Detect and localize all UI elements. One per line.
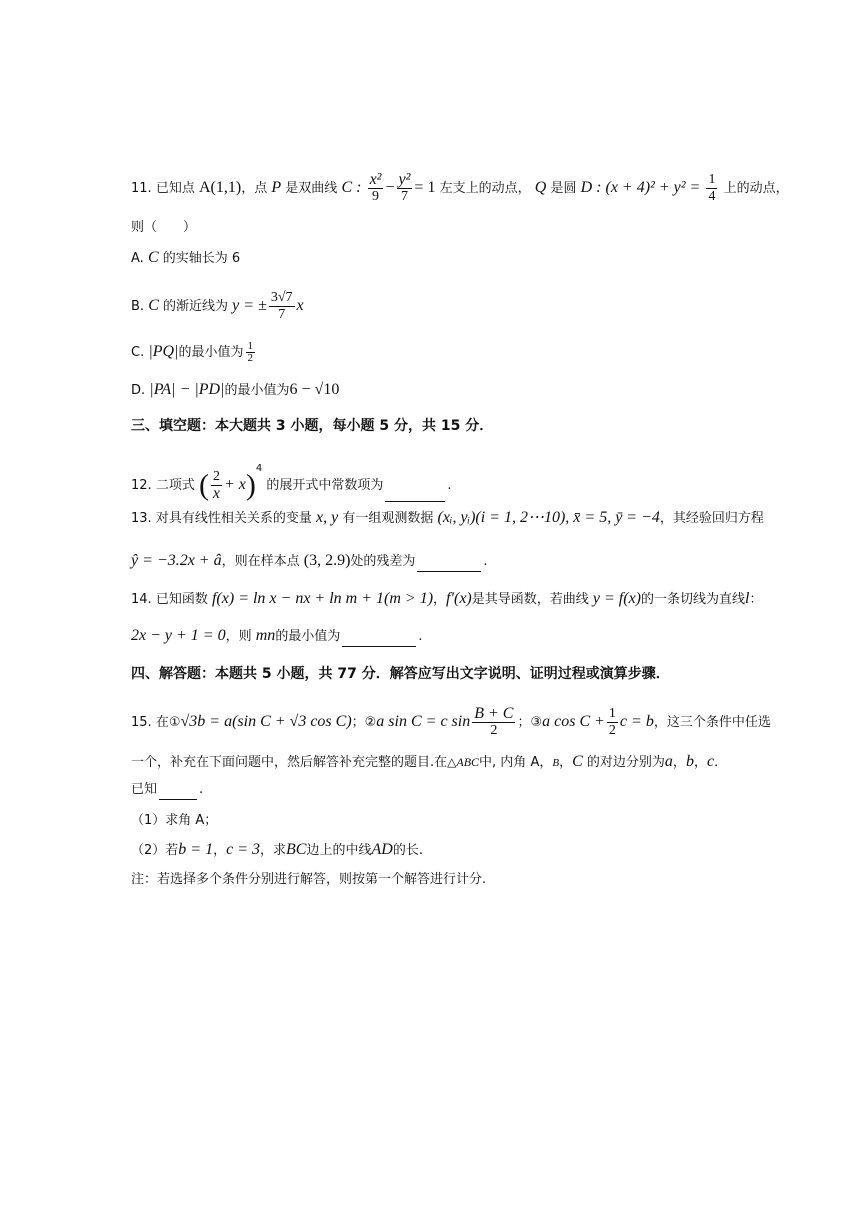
q14-line2: 2x − y + 1 = 0，则 mn的最小值为 . <box>131 626 422 647</box>
section-4-heading: 四、解答题：本题共 5 小题，共 77 分．解答应写出文字说明、证明过程或演算步骤． <box>131 666 670 682</box>
q12-answer-blank <box>385 501 445 502</box>
q15-note: 注：若选择多个条件分别进行解答，则按第一个解答进行计分. <box>131 872 487 887</box>
frac-x2-9: $\frac{\text{x²}}{9}$ <box>369 171 382 204</box>
section-3-heading: 三、填空题：本大题共 3 小题，每小题 5 分，共 15 分． <box>131 418 494 434</box>
q12: 12. 二项式 ( $\frac{2}{x}$ + x)$^4$ 的展开式中常数项为 . <box>131 463 452 502</box>
q15-sub1: （1）求角 A； <box>131 813 218 828</box>
q11-option-a: A. C 的实轴长为 6 <box>131 249 241 266</box>
frac-y2-7: $\frac{\text{y²}}{7}$ <box>398 171 411 204</box>
frac-1-4: $\frac{1}{4}$ <box>708 172 716 204</box>
q11-number: 11. <box>131 181 152 196</box>
q11-option-b: B. C 的渐近线为 y = ± $\frac{3√7}{7}$ x <box>131 290 304 322</box>
point-a: A(1,1) <box>198 179 242 196</box>
circle-d: D : (x + 4)² + y² = <box>580 179 701 196</box>
q15-line2: 一个，补充在下面问题中，然后解答补充完整的题目.在△ABC中, 内角 A，B，C 的对边分别为a，b，c． <box>131 753 728 770</box>
q13-answer-blank <box>417 571 481 572</box>
q13-line2: ŷ = −3.2x + â，则在样本点 (3, 2.9)处的残差为 . <box>131 551 488 572</box>
curve-c: C : <box>341 179 362 196</box>
q11-option-d: D. |PA| − |PD|的最小值为6 − √10 <box>131 381 340 398</box>
q11-stem-cont: 则（ ） <box>131 220 197 235</box>
q15-sub2: （2）若b = 1，c = 3，求BC边上的中线AD的长. <box>131 841 423 858</box>
q15-line1: 15. 在①√3b = a(sin C + √3 cos C)；②a sin C = c sin $\frac{B + C}{2}$ ；③a cos C + $\frac{1}{2}$ c = b，这三个条件中任选 <box>131 705 771 738</box>
q11-option-c: C. |PQ|的最小值为 $\frac{1}{2}$ <box>131 340 253 364</box>
q15-condition-blank <box>159 799 197 800</box>
q13-line1: 13. 对具有线性相关关系的变量 x, y 有一组观测数据 (xᵢ, yᵢ)(i = 1, 2⋯10), x̄ = 5, ȳ = −4，其经验回归方程 <box>131 509 764 526</box>
q11-stem: 11. 已知点 A(1,1)，点 P 是双曲线 C : $\frac{\text{x²}}{9}$ − $\frac{\text{y²}}{7}$ = 1 左支上的动点， Q 是圆 D : (x + 4)² + y² = $\frac{1}{4}$ 上的动点， <box>131 171 789 204</box>
q14-answer-blank <box>342 646 416 647</box>
q15-line3: 已知 . <box>131 780 203 800</box>
q14-line1: 14. 已知函数 f(x) = ln x − nx + ln m + 1(m > 1)，f′(x)是其导函数，若曲线 y = f(x)的一条切线为直线l： <box>131 590 763 607</box>
